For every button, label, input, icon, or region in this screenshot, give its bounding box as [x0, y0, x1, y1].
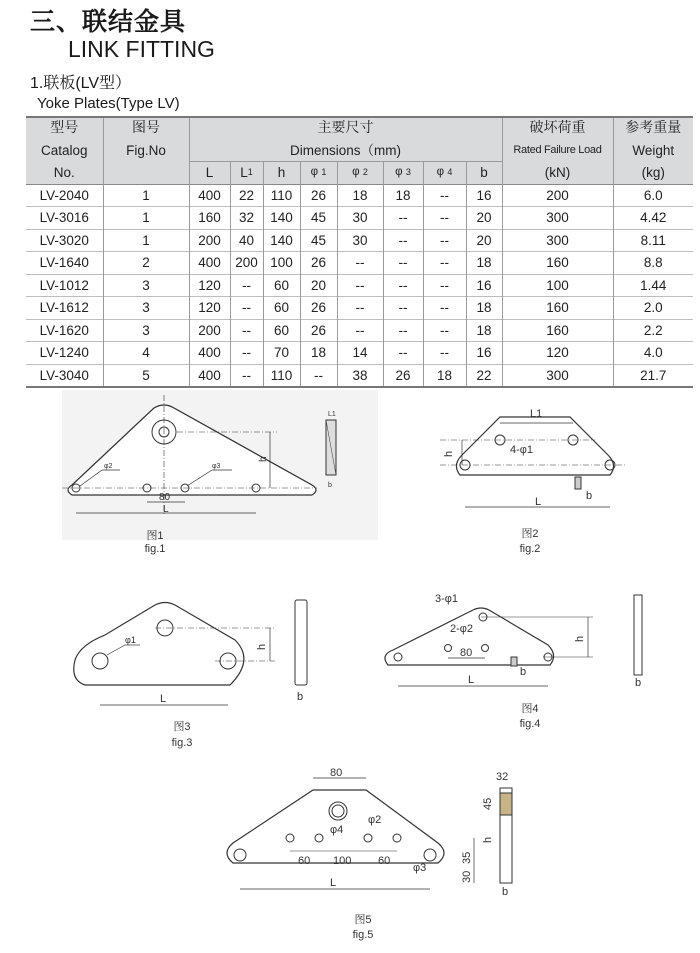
table-cell: 1: [103, 184, 189, 207]
table-cell: 6.0: [613, 184, 693, 207]
table-cell: 20: [466, 229, 502, 252]
header-catalog-cn: 型号: [26, 117, 103, 140]
table-cell: 5: [103, 364, 189, 387]
table-cell: 16: [466, 274, 502, 297]
table-cell: 400: [189, 252, 230, 275]
table-cell: 2.2: [613, 319, 693, 342]
table-cell: LV-1012: [26, 274, 103, 297]
table-cell: 110: [263, 364, 300, 387]
header-dim-col: [337, 162, 383, 185]
fig5-45-label: 45: [482, 797, 494, 810]
table-cell: 18: [383, 184, 423, 207]
table-cell: 21.7: [613, 364, 693, 387]
table-cell: 100: [502, 274, 613, 297]
table-cell: 2.0: [613, 297, 693, 320]
table-cell: 18: [466, 297, 502, 320]
table-cell: 100: [263, 252, 300, 275]
header-dims-en: Dimensions（mm): [189, 140, 502, 162]
table-cell: 18: [466, 252, 502, 275]
table-cell: 300: [502, 207, 613, 230]
table-cell: LV-3016: [26, 207, 103, 230]
fig5-caption-cn: 图5: [354, 914, 372, 926]
fig1-phi2-label: φ2: [104, 463, 113, 470]
table-cell: --: [230, 342, 263, 365]
fig5-35-label: 35: [461, 851, 473, 864]
table-row: [26, 297, 693, 320]
fig5-phi3-label: φ3: [413, 862, 427, 874]
table-cell: 26: [300, 297, 337, 320]
table-cell: --: [337, 274, 383, 297]
table-cell: 400: [189, 184, 230, 207]
table-cell: 160: [502, 297, 613, 320]
table-cell: 32: [230, 207, 263, 230]
section-title-cn: 1.联板(LV型）: [30, 75, 132, 92]
fig2-holes-label: 4-φ1: [510, 444, 534, 456]
fig2-L-label: L: [535, 496, 542, 508]
figure-5-drawing: [218, 768, 518, 898]
table-row: [26, 184, 693, 207]
table-cell: 30: [337, 207, 383, 230]
header-weight-unit: (kg): [613, 162, 693, 185]
table-cell: 18: [423, 364, 466, 387]
fig4-holes1-label: 3-φ1: [435, 593, 459, 605]
spec-table: [26, 116, 693, 388]
table-cell: 26: [300, 319, 337, 342]
table-cell: 45: [300, 207, 337, 230]
table-cell: --: [300, 364, 337, 387]
header-load-en: Rated Failure Load: [502, 140, 613, 162]
table-cell: LV-3020: [26, 229, 103, 252]
fig2-L1-label: L1: [530, 408, 543, 420]
table-cell: --: [383, 229, 423, 252]
fig4-holes2-label: 2-φ2: [450, 623, 474, 635]
table-cell: 300: [502, 229, 613, 252]
fig4-b-side-label: b: [635, 677, 642, 689]
table-cell: --: [337, 252, 383, 275]
dim-label: φ: [436, 166, 445, 179]
fig4-caption-en: fig.4: [519, 718, 541, 730]
table-cell: 4.0: [613, 342, 693, 365]
page-title-cn: 三、联结金具: [30, 7, 187, 36]
fig3-caption-en: fig.3: [171, 737, 193, 749]
table-cell: 20: [300, 274, 337, 297]
table-cell: --: [230, 274, 263, 297]
table-cell: 60: [263, 319, 300, 342]
fig4-L-label: L: [468, 674, 475, 686]
table-cell: 20: [466, 207, 502, 230]
table-cell: LV-1240: [26, 342, 103, 365]
table-cell: 16: [466, 342, 502, 365]
table-cell: 140: [263, 229, 300, 252]
table-cell: 2: [103, 252, 189, 275]
table-cell: --: [337, 297, 383, 320]
table-cell: --: [383, 274, 423, 297]
table-cell: 1: [103, 207, 189, 230]
fig1-80-label: 80: [159, 492, 171, 503]
header-dim-col: [423, 162, 466, 185]
table-cell: --: [423, 342, 466, 365]
dim-label: b: [480, 165, 488, 181]
figure-2-drawing: [430, 395, 630, 520]
table-cell: --: [423, 229, 466, 252]
table-cell: 16: [466, 184, 502, 207]
table-cell: 3: [103, 319, 189, 342]
fig4-caption-cn: 图4: [521, 703, 539, 715]
header-dim-col: [300, 162, 337, 185]
table-row: [26, 274, 693, 297]
table-cell: --: [383, 207, 423, 230]
table-cell: --: [383, 319, 423, 342]
figure-1-drawing: [62, 390, 378, 540]
table-cell: 200: [189, 229, 230, 252]
table-cell: 18: [466, 319, 502, 342]
dim-label: L: [240, 165, 248, 181]
table-cell: --: [423, 184, 466, 207]
dim-sub: 1: [321, 167, 327, 178]
table-row: [26, 229, 693, 252]
fig5-60b-label: 60: [378, 855, 391, 867]
table-cell: 45: [300, 229, 337, 252]
table-cell: 60: [263, 297, 300, 320]
table-cell: --: [423, 274, 466, 297]
header-dim-col: [263, 162, 300, 185]
dim-label: L: [205, 165, 214, 181]
table-cell: 60: [263, 274, 300, 297]
fig5-b-label: b: [502, 886, 509, 898]
table-cell: LV-1640: [26, 252, 103, 275]
table-row: [26, 252, 693, 275]
table-cell: 26: [383, 364, 423, 387]
table-row: [26, 319, 693, 342]
dim-sub: 4: [447, 167, 453, 178]
figure-4-drawing: [378, 590, 678, 690]
fig2-h-label: h: [443, 450, 455, 457]
header-load-unit: (kN): [502, 162, 613, 185]
table-cell: 120: [189, 274, 230, 297]
table-cell: 40: [230, 229, 263, 252]
page-title-en: LINK FITTING: [68, 36, 215, 62]
table-cell: --: [383, 342, 423, 365]
fig1-b-label: b: [328, 482, 332, 489]
table-cell: 70: [263, 342, 300, 365]
table-cell: 3: [103, 274, 189, 297]
table-cell: --: [337, 319, 383, 342]
table-row: [26, 207, 693, 230]
header-dim-col: [466, 162, 502, 185]
table-cell: --: [230, 297, 263, 320]
fig3-L-label: L: [160, 693, 167, 705]
header-fig-en: Fig.No: [103, 140, 189, 162]
table-cell: --: [423, 252, 466, 275]
dim-label: h: [277, 165, 286, 181]
fig2-caption-cn: 图2: [521, 528, 539, 540]
fig5-30-label: 30: [461, 870, 473, 883]
fig3-caption-cn: 图3: [173, 721, 191, 733]
fig1-L-label: L: [163, 504, 169, 515]
table-cell: --: [423, 319, 466, 342]
table-cell: 160: [502, 252, 613, 275]
table-cell: --: [230, 364, 263, 387]
table-cell: 400: [189, 342, 230, 365]
section-title-en: Yoke Plates(Type LV): [37, 95, 180, 112]
table-row: [26, 342, 693, 365]
fig5-caption-en: fig.5: [352, 929, 374, 941]
fig5-phi4-label: φ4: [330, 824, 344, 836]
fig5-phi2-label: φ2: [368, 814, 382, 826]
fig1-caption-cn: 图1: [146, 530, 164, 542]
table-cell: 200: [502, 184, 613, 207]
fig5-L-label: L: [330, 877, 337, 889]
header-catalog-en: Catalog: [26, 140, 103, 162]
header-weight-en: Weight: [613, 140, 693, 162]
table-cell: 400: [189, 364, 230, 387]
fig1-phi3-label: φ3: [212, 463, 221, 470]
table-cell: 4: [103, 342, 189, 365]
table-cell: 120: [189, 297, 230, 320]
header-fig-empty: [103, 162, 189, 185]
header-load-cn: 破坏荷重: [502, 117, 613, 140]
dim-sub: 3: [405, 167, 411, 178]
table-cell: 38: [337, 364, 383, 387]
table-cell: 4.42: [613, 207, 693, 230]
table-cell: --: [423, 207, 466, 230]
fig2-caption-en: fig.2: [519, 543, 541, 555]
table-cell: --: [383, 297, 423, 320]
table-cell: --: [383, 252, 423, 275]
table-row: [26, 364, 693, 387]
dim-label: φ: [395, 166, 403, 179]
fig2-b-label: b: [586, 490, 593, 502]
dim-sub: 2: [362, 167, 368, 178]
table-cell: 120: [502, 342, 613, 365]
table-cell: 26: [300, 252, 337, 275]
fig5-100-label: 100: [333, 855, 352, 867]
table-cell: 18: [337, 184, 383, 207]
fig5-h-label: h: [482, 836, 494, 843]
dim-label: φ: [352, 166, 360, 179]
table-cell: LV-1612: [26, 297, 103, 320]
header-weight-cn: 参考重量: [613, 117, 693, 140]
table-cell: LV-3040: [26, 364, 103, 387]
table-cell: 3: [103, 297, 189, 320]
table-cell: LV-1620: [26, 319, 103, 342]
table-cell: --: [423, 297, 466, 320]
table-cell: 160: [502, 319, 613, 342]
header-dim-col: [230, 162, 263, 185]
fig4-80-label: 80: [460, 647, 473, 659]
fig5-60a-label: 60: [298, 855, 311, 867]
dim-sub: 1: [247, 167, 253, 178]
table-cell: 8.8: [613, 252, 693, 275]
fig3-h-label: h: [256, 643, 268, 650]
table-cell: 1.44: [613, 274, 693, 297]
header-fig-cn: 图号: [103, 117, 189, 140]
dim-label: φ: [310, 166, 319, 179]
fig5-32-label: 32: [496, 771, 509, 783]
table-cell: 22: [466, 364, 502, 387]
table-cell: LV-2040: [26, 184, 103, 207]
fig4-h-label: h: [574, 635, 586, 642]
figure-3-drawing: [65, 595, 325, 710]
header-dims-cn: 主要尺寸: [189, 117, 502, 140]
fig1-h-label: h: [258, 456, 269, 462]
header-dim-col: [383, 162, 423, 185]
header-catalog-no: No.: [26, 162, 103, 185]
table-cell: 140: [263, 207, 300, 230]
table-cell: 200: [189, 319, 230, 342]
table-cell: 18: [300, 342, 337, 365]
fig5-80-label: 80: [330, 768, 343, 779]
table-cell: 14: [337, 342, 383, 365]
fig3-b-label: b: [297, 691, 304, 703]
fig1-L1-label: L1: [328, 411, 336, 418]
fig3-phi1-label: φ1: [125, 635, 136, 645]
fig4-b-label: b: [520, 666, 527, 678]
table-cell: 8.11: [613, 229, 693, 252]
table-cell: 26: [300, 184, 337, 207]
table-cell: 110: [263, 184, 300, 207]
table-cell: 300: [502, 364, 613, 387]
fig1-caption-en: fig.1: [144, 543, 166, 555]
table-cell: 160: [189, 207, 230, 230]
table-cell: 1: [103, 229, 189, 252]
table-cell: 22: [230, 184, 263, 207]
table-cell: 200: [230, 252, 263, 275]
header-dim-col: [189, 162, 230, 185]
table-cell: --: [230, 319, 263, 342]
table-cell: 30: [337, 229, 383, 252]
